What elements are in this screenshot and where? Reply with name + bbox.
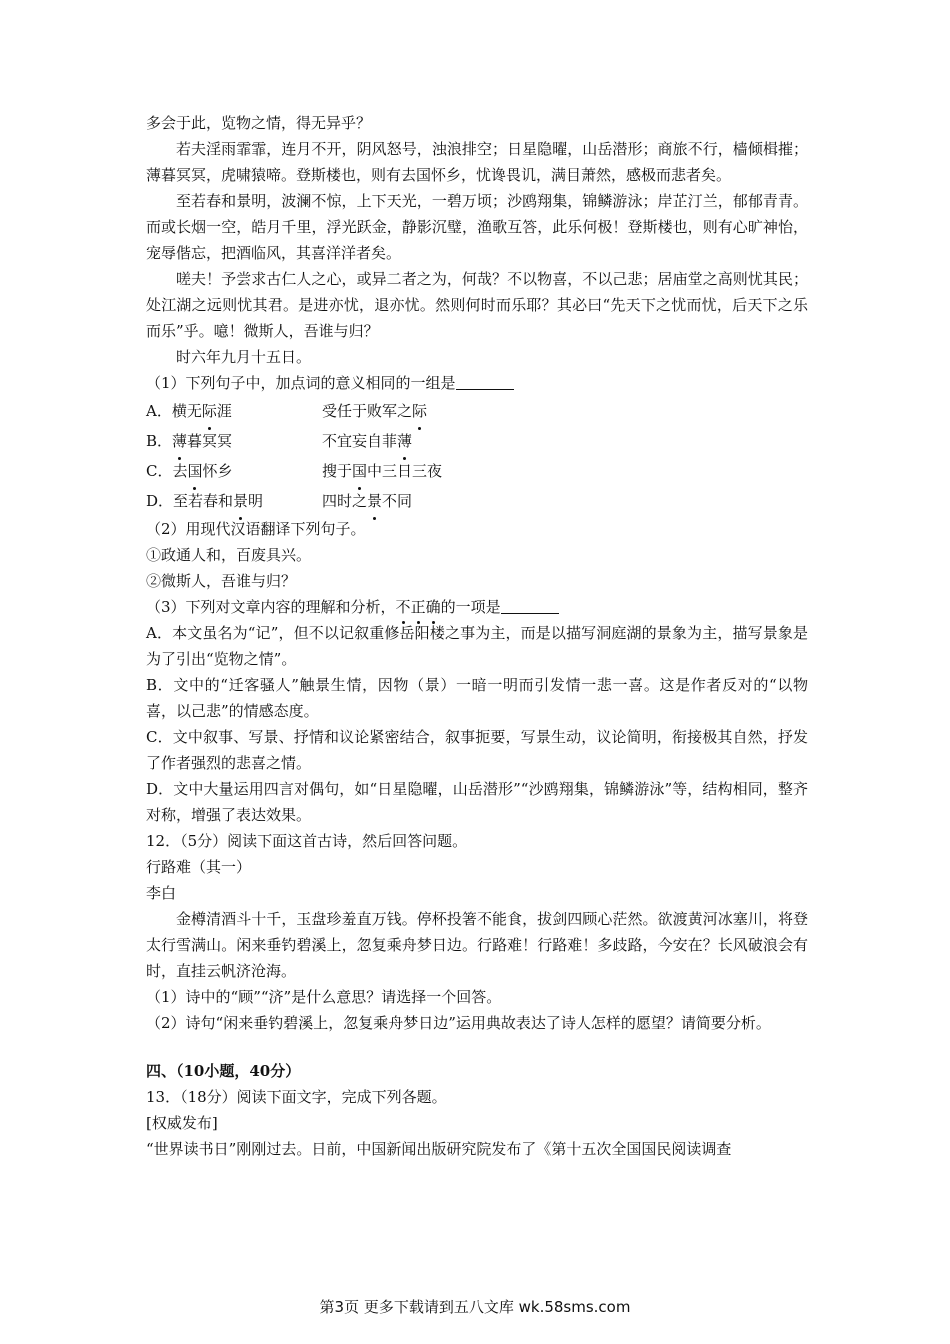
option-d: D．至若春和景明 四时之景不同: [146, 486, 808, 516]
passage-line: 多会于此，览物之情，得无异乎？: [146, 114, 372, 132]
question-12-stem: 12．（5分）阅读下面这首古诗，然后回答问题。: [146, 832, 468, 850]
passage-paragraph: 至若春和景明，波澜不惊，上下天光，一碧万顷；沙鸥翔集，锦鳞游泳；岸芷汀兰，郁郁青青。而或长烟一空，皓月千里，浮光跃金，静影沉璧，渔歌互答，此乐何极！登斯楼也，则有心旷神怡，宠辱偕忘，把酒临风，其喜洋洋者矣。: [146, 192, 808, 262]
choice-a: A．本文虽名为“记”，但不以记叙重修岳阳楼之事为主，而是以描写洞庭湖的景象为主，描写景象是为了引出“览物之情”。: [146, 624, 808, 668]
reading-text: “世界读书日”刚刚过去。日前，中国新闻出版研究院发布了《第十五次全国国民阅读调查: [146, 1140, 732, 1158]
choice-b: B．文中的“迁客骚人”触景生情，因物（景）一暗一明而引发情一悲一喜。这是作者反对的“以物喜，以己悲”的情感态度。: [146, 676, 808, 720]
passage-paragraph: 若夫淫雨霏霏，连月不开，阴风怒号，浊浪排空；日星隐曜，山岳潜形；商旅不行，樯倾楫摧；薄暮冥冥，虎啸猿啼。登斯楼也，则有去国怀乡，忧谗畏讥，满目萧然，感极而悲者矣。: [146, 140, 808, 184]
option-a: A．横无际涯 受任于败军之际: [146, 396, 808, 426]
document-body: [146, 110, 808, 1162]
poem-text: 金樽清酒斗十千，玉盘珍羞直万钱。停杯投箸不能食，拔剑四顾心茫然。欲渡黄河冰塞川，将登太行雪满山。闲来垂钓碧溪上，忽复乘舟梦日边。行路难！行路难！多歧路，今安在？长风破浪会有时，直挂云帆济沧海。: [146, 910, 808, 980]
poem-title: 行路难（其一）: [146, 858, 252, 876]
question-3-stem: （3）下列对文章内容的理解和分析，不正确的一项是: [146, 594, 808, 620]
page-footer: 第3页 更多下载请到五八文库 wk.58sms.com: [319, 1298, 631, 1316]
answer-blank: [456, 373, 514, 390]
question-13-stem: 13．（18分）阅读下面文字，完成下列各题。: [146, 1088, 447, 1106]
option-b: B．薄暮冥冥 不宜妄自菲薄: [146, 426, 808, 456]
poem-author: 李白: [146, 884, 177, 902]
translate-item: ①政通人和，百废具兴。: [146, 546, 312, 564]
passage-date: 时六年九月十五日。: [176, 348, 312, 366]
passage-paragraph: 嗟夫！予尝求古仁人之心，或异二者之为，何哉？不以物喜，不以己悲；居庙堂之高则忧其民；处江湖之远则忧其君。是进亦忧，退亦忧。然则何时而乐耶？其必曰“先天下之忧而忧，后天下之乐而乐”乎。噫！微斯人，吾谁与归？: [146, 270, 808, 340]
answer-blank: [501, 597, 559, 614]
section-heading: 四、（10小题，40分）: [146, 1062, 301, 1080]
question-2-stem: （2）用现代汉语翻译下列句子。: [146, 520, 366, 538]
question-1-stem: （1）下列句子中，加点词的意义相同的一组是: [146, 370, 808, 396]
choice-c: C．文中叙事、写景、抒情和议论紧密结合，叙事扼要，写景生动，议论简明，衔接极其自然，抒发了作者强烈的悲喜之情。: [146, 728, 808, 772]
option-c: C．去国怀乡 搜于国中三日三夜: [146, 456, 808, 486]
poem-question-2: （2）诗句“闲来垂钓碧溪上，忽复乘舟梦日边”运用典故表达了诗人怎样的愿望？请简要分析。: [146, 1014, 771, 1032]
section-tag: [权威发布]: [146, 1114, 218, 1132]
poem-question-1: （1）诗中的“顾”“济”是什么意思？请选择一个回答。: [146, 988, 502, 1006]
choice-d: D．文中大量运用四言对偶句，如“日星隐曜，山岳潜形”“沙鸥翔集，锦鳞游泳”等，结构相同，整齐对称，增强了表达效果。: [146, 780, 808, 824]
translate-item: ②微斯人，吾谁与归？: [146, 572, 297, 590]
